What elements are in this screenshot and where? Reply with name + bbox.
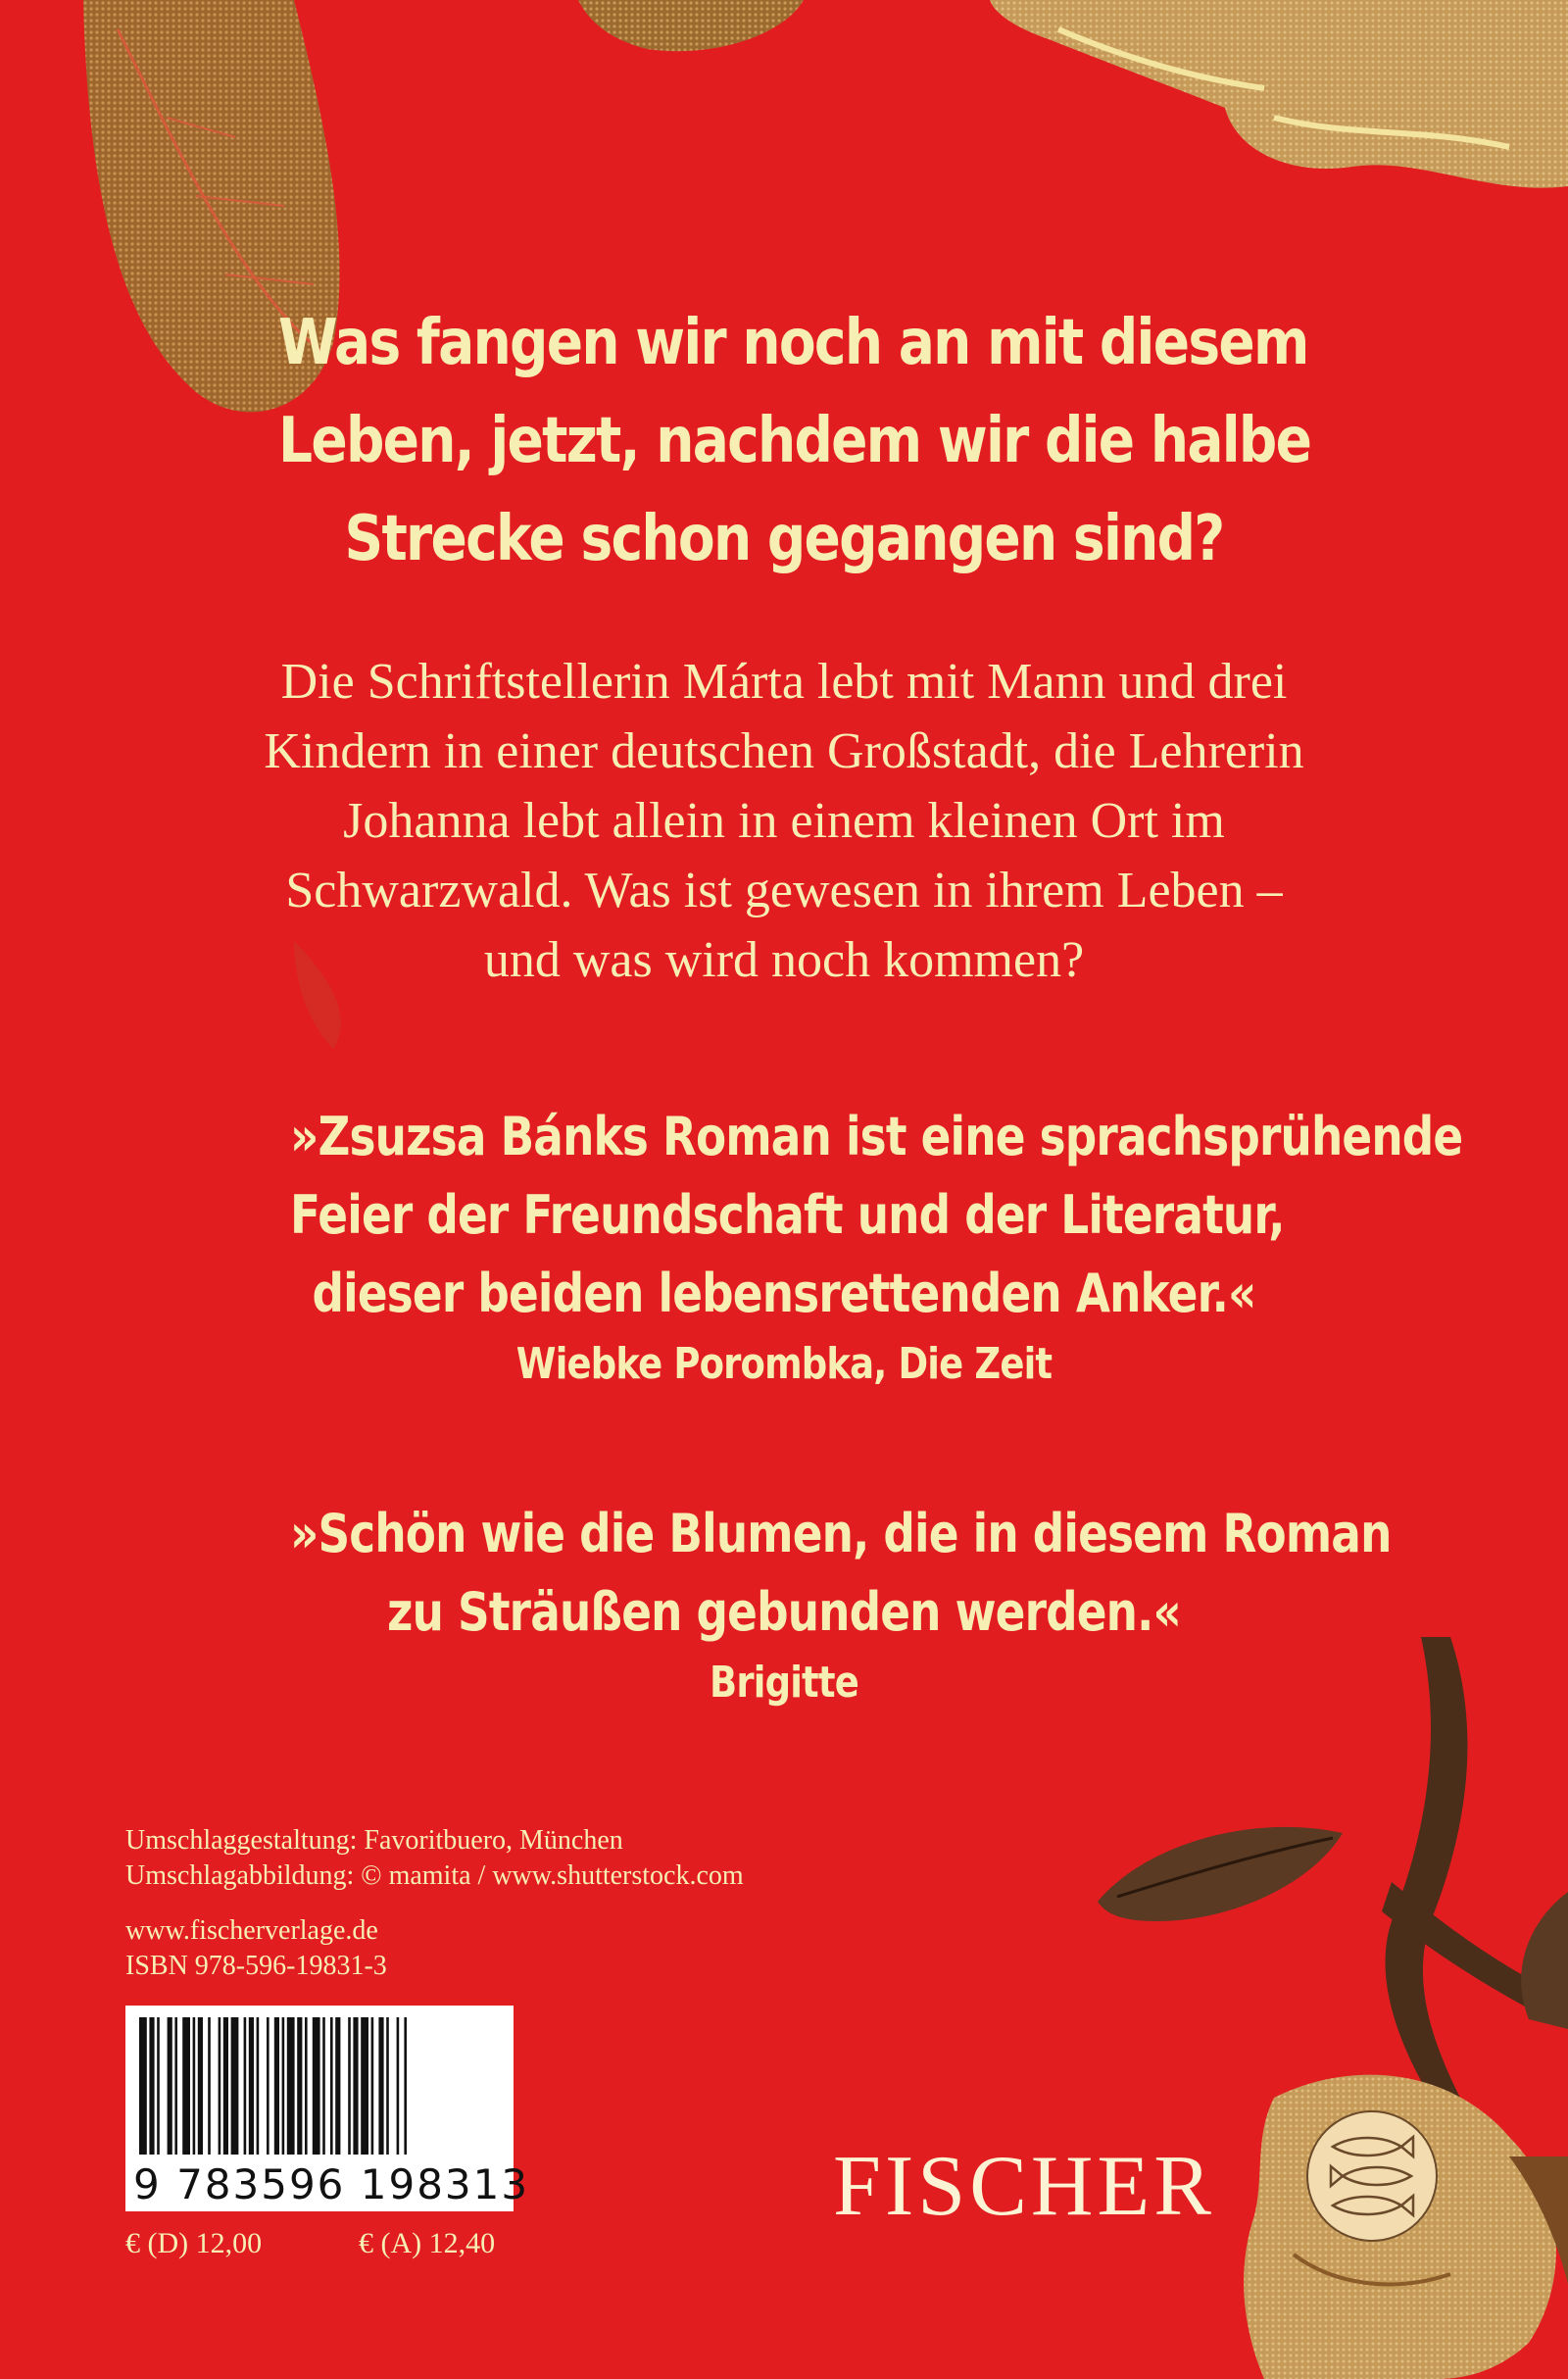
synopsis-line: Kindern in einer deutschen Großstadt, die Lehrerin bbox=[264, 723, 1304, 779]
barcode-bars bbox=[125, 2006, 514, 2162]
flower-top-right bbox=[990, 0, 1568, 188]
image-credits bbox=[125, 1823, 744, 1894]
quote-line: Feier der Freundschaft und der Literatur, bbox=[290, 1184, 1285, 1246]
website: www.fischerverlage.de bbox=[125, 1915, 378, 1946]
fish-emblem-icon bbox=[1303, 2107, 1441, 2245]
price-germany: € (D) 12,00 bbox=[125, 2227, 263, 2259]
headline-line: Strecke schon gegangen sind? bbox=[344, 503, 1224, 575]
synopsis-line: und was wird noch kommen? bbox=[483, 932, 1085, 988]
synopsis-line: Schwarzwald. Was ist gewesen in ihrem Leben – bbox=[285, 863, 1283, 918]
quote-source: Wiebke Porombka, Die Zeit bbox=[515, 1339, 1053, 1389]
quote-line: »Zsuzsa Bánks Roman ist eine sprachsprühende bbox=[290, 1106, 1463, 1167]
quote-line: dieser beiden lebensrettenden Anker.« bbox=[312, 1263, 1256, 1324]
headline-line: Leben, jetzt, nachdem wir die halbe bbox=[278, 405, 1311, 477]
headline bbox=[278, 294, 1311, 588]
review-quote-zeit bbox=[290, 1098, 1463, 1396]
quote-source: Brigitte bbox=[710, 1658, 858, 1708]
illustration-credit: Umschlagabbildung: © mamita / www.shutterstock.com bbox=[125, 1860, 744, 1891]
synopsis-line: Die Schriftstellerin Márta lebt mit Mann und drei bbox=[280, 654, 1288, 710]
quote-line: »Schön wie die Blumen, die in diesem Roman bbox=[290, 1503, 1392, 1564]
isbn: ISBN 978-596-19831-3 bbox=[125, 1951, 387, 1981]
barcode bbox=[125, 2006, 530, 2211]
leaf-top-middle bbox=[578, 0, 804, 51]
publisher-info bbox=[125, 1913, 387, 1984]
barcode-digits: 9 783596 198313 bbox=[133, 2160, 530, 2208]
synopsis bbox=[176, 647, 1392, 995]
quote-line: zu Sträußen gebunden werden.« bbox=[387, 1581, 1181, 1643]
price-austria: € (A) 12,40 bbox=[359, 2227, 496, 2259]
review-quote-brigitte bbox=[290, 1495, 1392, 1714]
publisher-logo: FISCHER bbox=[833, 2139, 1215, 2234]
headline-line: Was fangen wir noch an mit diesem bbox=[278, 307, 1308, 379]
design-credit: Umschlaggestaltung: Favoritbuero, München bbox=[125, 1825, 623, 1856]
synopsis-line: Johanna lebt allein in einem kleinen Ort im bbox=[343, 793, 1225, 849]
